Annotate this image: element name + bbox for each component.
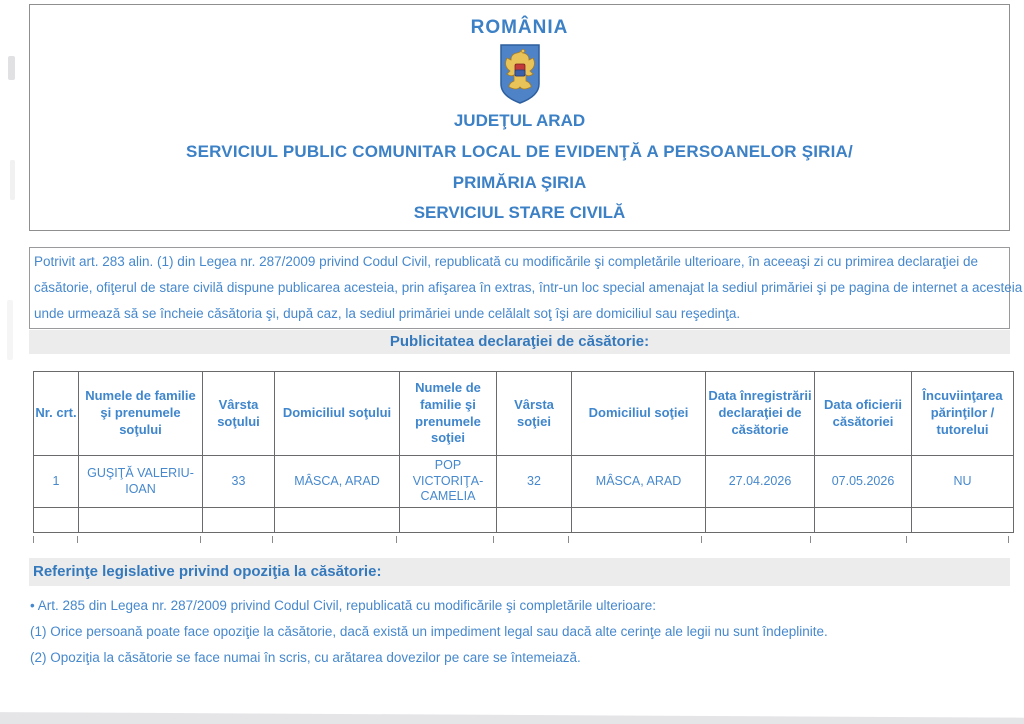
publicity-table [33, 371, 1014, 533]
table-cell [203, 508, 275, 533]
table-header-cell: Vârsta soţului [203, 372, 275, 456]
scan-artifact [8, 56, 15, 80]
tick-mark [201, 536, 273, 543]
scan-artifact [7, 300, 13, 360]
reference-item: (2) Opoziţia la căsătorie se face numai în scris, cu arătarea dovezilor pe care se întemeiază. [30, 650, 581, 665]
legal-references [30, 593, 1015, 671]
table-body [34, 456, 1014, 533]
tick-mark [33, 536, 78, 543]
table-head [34, 372, 1014, 456]
intro-line: Potrivit art. 283 alin. (1) din Legea nr. 287/2009 privind Codul Civil, republicată cu modificările şi completările ulterioare, în aceeaşi zi cu primirea declaraţiei de [34, 254, 978, 269]
table-cell [815, 508, 912, 533]
table-header-cell: Încuviinţarea părinţilor / tutorelui [912, 372, 1014, 456]
table-header-cell: Numele de familie şi prenumele soţului [79, 372, 203, 456]
table-header-cell: Vârsta soţiei [497, 372, 572, 456]
table-cell [706, 508, 815, 533]
table-cell [400, 508, 497, 533]
table-cell: MÂSCA, ARAD [275, 456, 400, 508]
table-cell: 07.05.2026 [815, 456, 912, 508]
table-bottom-ticks [33, 536, 1010, 543]
table-cell: 33 [203, 456, 275, 508]
tick-mark [397, 536, 494, 543]
reference-item: (1) Orice persoană poate face opoziţie la căsătorie, dacă există un impediment legal sau dacă alte cerinţe ale legii nu sunt îndeplinite. [30, 624, 828, 639]
table-cell: POP VICTORIŢA-CAMELIA [400, 456, 497, 508]
table-cell: 1 [34, 456, 79, 508]
tick-mark [811, 536, 908, 543]
table-cell [497, 508, 572, 533]
tick-mark [907, 536, 1009, 543]
tick-mark [569, 536, 703, 543]
table-cell: 32 [497, 456, 572, 508]
table-cell: MÂSCA, ARAD [572, 456, 706, 508]
table-header-row [34, 372, 1014, 456]
table-cell [912, 508, 1014, 533]
table-header-cell: Data oficierii căsătoriei [815, 372, 912, 456]
institution-title-line2: PRIMĂRIA ŞIRIA [452, 173, 587, 192]
table-cell [572, 508, 706, 533]
tick-mark [702, 536, 811, 543]
table-header-cell: Domiciliul soţiei [572, 372, 706, 456]
tick-mark [78, 536, 202, 543]
table-cell: 27.04.2026 [706, 456, 815, 508]
table-row [34, 456, 1014, 508]
table-header-cell: Numele de familie şi prenumele soţiei [400, 372, 497, 456]
references-section-title: Referinţe legislative privind opoziţia la căsătorie: [29, 558, 1010, 586]
reference-item: • Art. 285 din Legea nr. 287/2009 privind Codul Civil, republicată cu modificările şi completările ulterioare: [30, 598, 657, 613]
country-title: ROMÂNIA [470, 17, 569, 38]
table-cell: GUŞIŢĂ VALERIU-IOAN [79, 456, 203, 508]
scan-bottom-edge [0, 710, 1024, 724]
tick-mark [494, 536, 569, 543]
table-cell [34, 508, 79, 533]
document-header [29, 4, 1010, 231]
intro-line: căsătorie, ofiţerul de stare civilă dispune publicarea acesteia, prin afişarea în extras, într-un loc special amenajat la sediul primăriei şi pe pagina de internet a acesteia [34, 280, 1023, 295]
table-header-cell: Nr. crt. [34, 372, 79, 456]
department-title: SERVICIUL STARE CIVILĂ [413, 203, 626, 222]
table-cell [275, 508, 400, 533]
table-header-cell: Data înregistrării declaraţiei de căsătorie [706, 372, 815, 456]
table-header-cell: Domiciliul soţului [275, 372, 400, 456]
table-cell: NU [912, 456, 1014, 508]
publicity-section-title: Publicitatea declaraţiei de căsătorie: [29, 330, 1010, 354]
tick-mark [273, 536, 398, 543]
table-cell [79, 508, 203, 533]
scan-artifact [10, 160, 15, 200]
legal-intro-paragraph [29, 247, 1023, 329]
table-empty-row [34, 508, 1014, 533]
intro-line: unde urmează să se încheie căsătoria şi, după caz, la sediul primăriei unde celălalt soţ îşi are domiciliul sau reşedinţa. [34, 306, 741, 321]
institution-title-line1: SERVICIUL PUBLIC COMUNITAR LOCAL DE EVIDENŢĂ A PERSOANELOR ŞIRIA/ [186, 142, 853, 161]
county-title: JUDEŢUL ARAD [453, 111, 586, 130]
romania-coat-of-arms-icon [499, 44, 541, 104]
